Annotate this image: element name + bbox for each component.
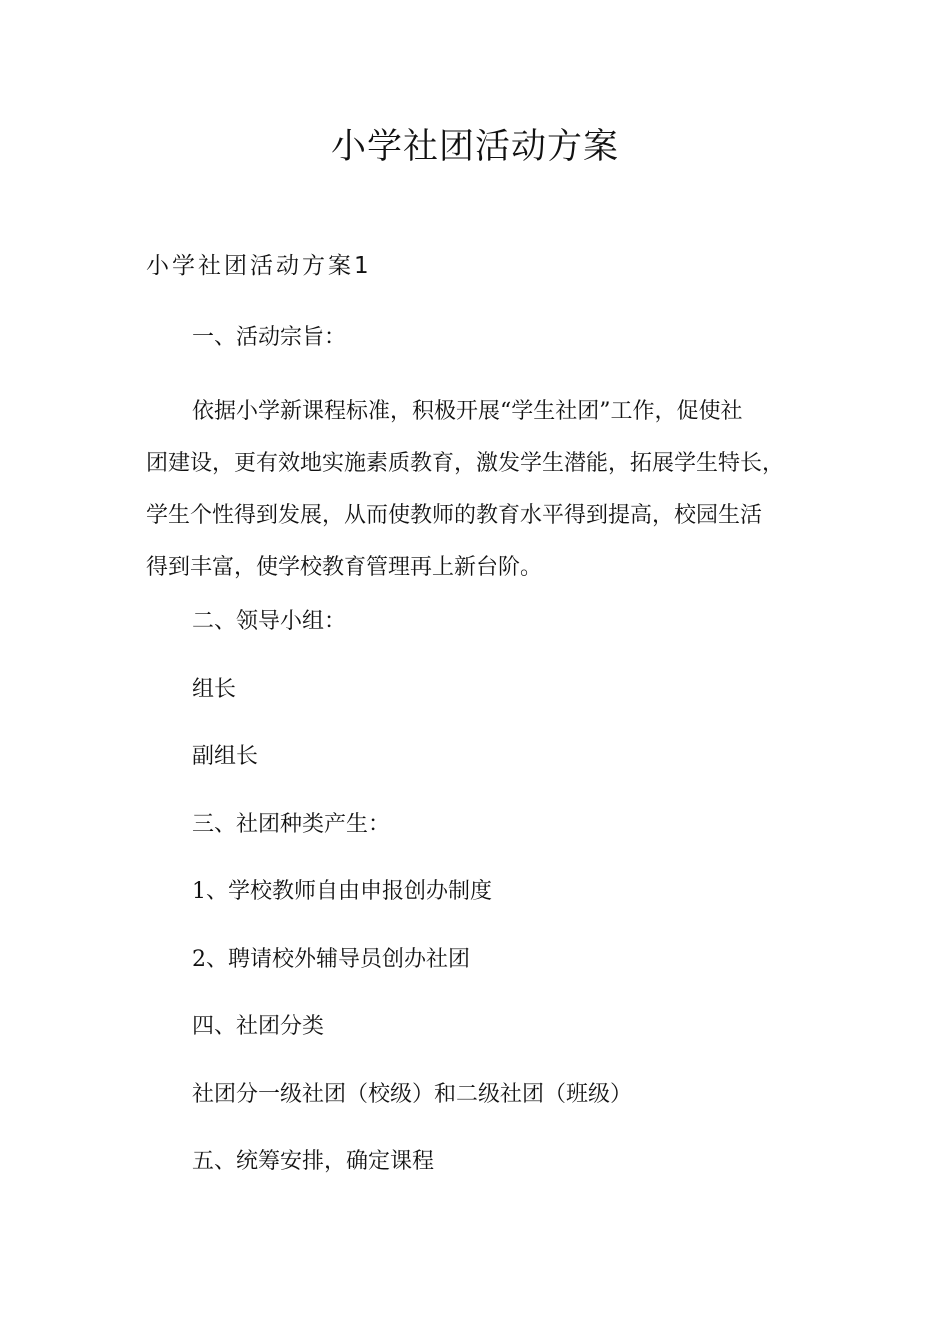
section-heading: 小学社团活动方案1: [146, 253, 372, 279]
heading-purpose: 一、活动宗旨：: [192, 325, 347, 350]
heading-leadership: 二、领导小组：: [192, 609, 347, 634]
vice-leader-label: 副组长: [192, 744, 259, 769]
paragraph-line: 得到丰富，使学校教育管理再上新台阶。: [146, 555, 543, 580]
leader-label: 组长: [192, 677, 237, 702]
heading-club-types: 三、社团种类产生：: [192, 812, 391, 837]
heading-course-plan: 五、统筹安排，确定课程: [192, 1149, 435, 1174]
paragraph-line: 团建设，更有效地实施素质教育，激发学生潜能，拓展学生特长，: [146, 451, 785, 476]
paragraph-line: 学生个性得到发展，从而使教师的教育水平得到提高，校园生活: [146, 503, 763, 528]
paragraph-purpose: [146, 386, 806, 594]
list-item: 1、学校教师自由申报创办制度: [192, 879, 492, 904]
heading-club-classification: 四、社团分类: [192, 1014, 325, 1039]
paragraph-line: 依据小学新课程标准，积极开展“学生社团”工作，促使社: [192, 399, 743, 424]
classification-text: 社团分一级社团（校级）和二级社团（班级）: [192, 1082, 633, 1107]
document-title: 小学社团活动方案: [330, 127, 619, 167]
list-item: 2、聘请校外辅导员创办社团: [192, 947, 470, 972]
